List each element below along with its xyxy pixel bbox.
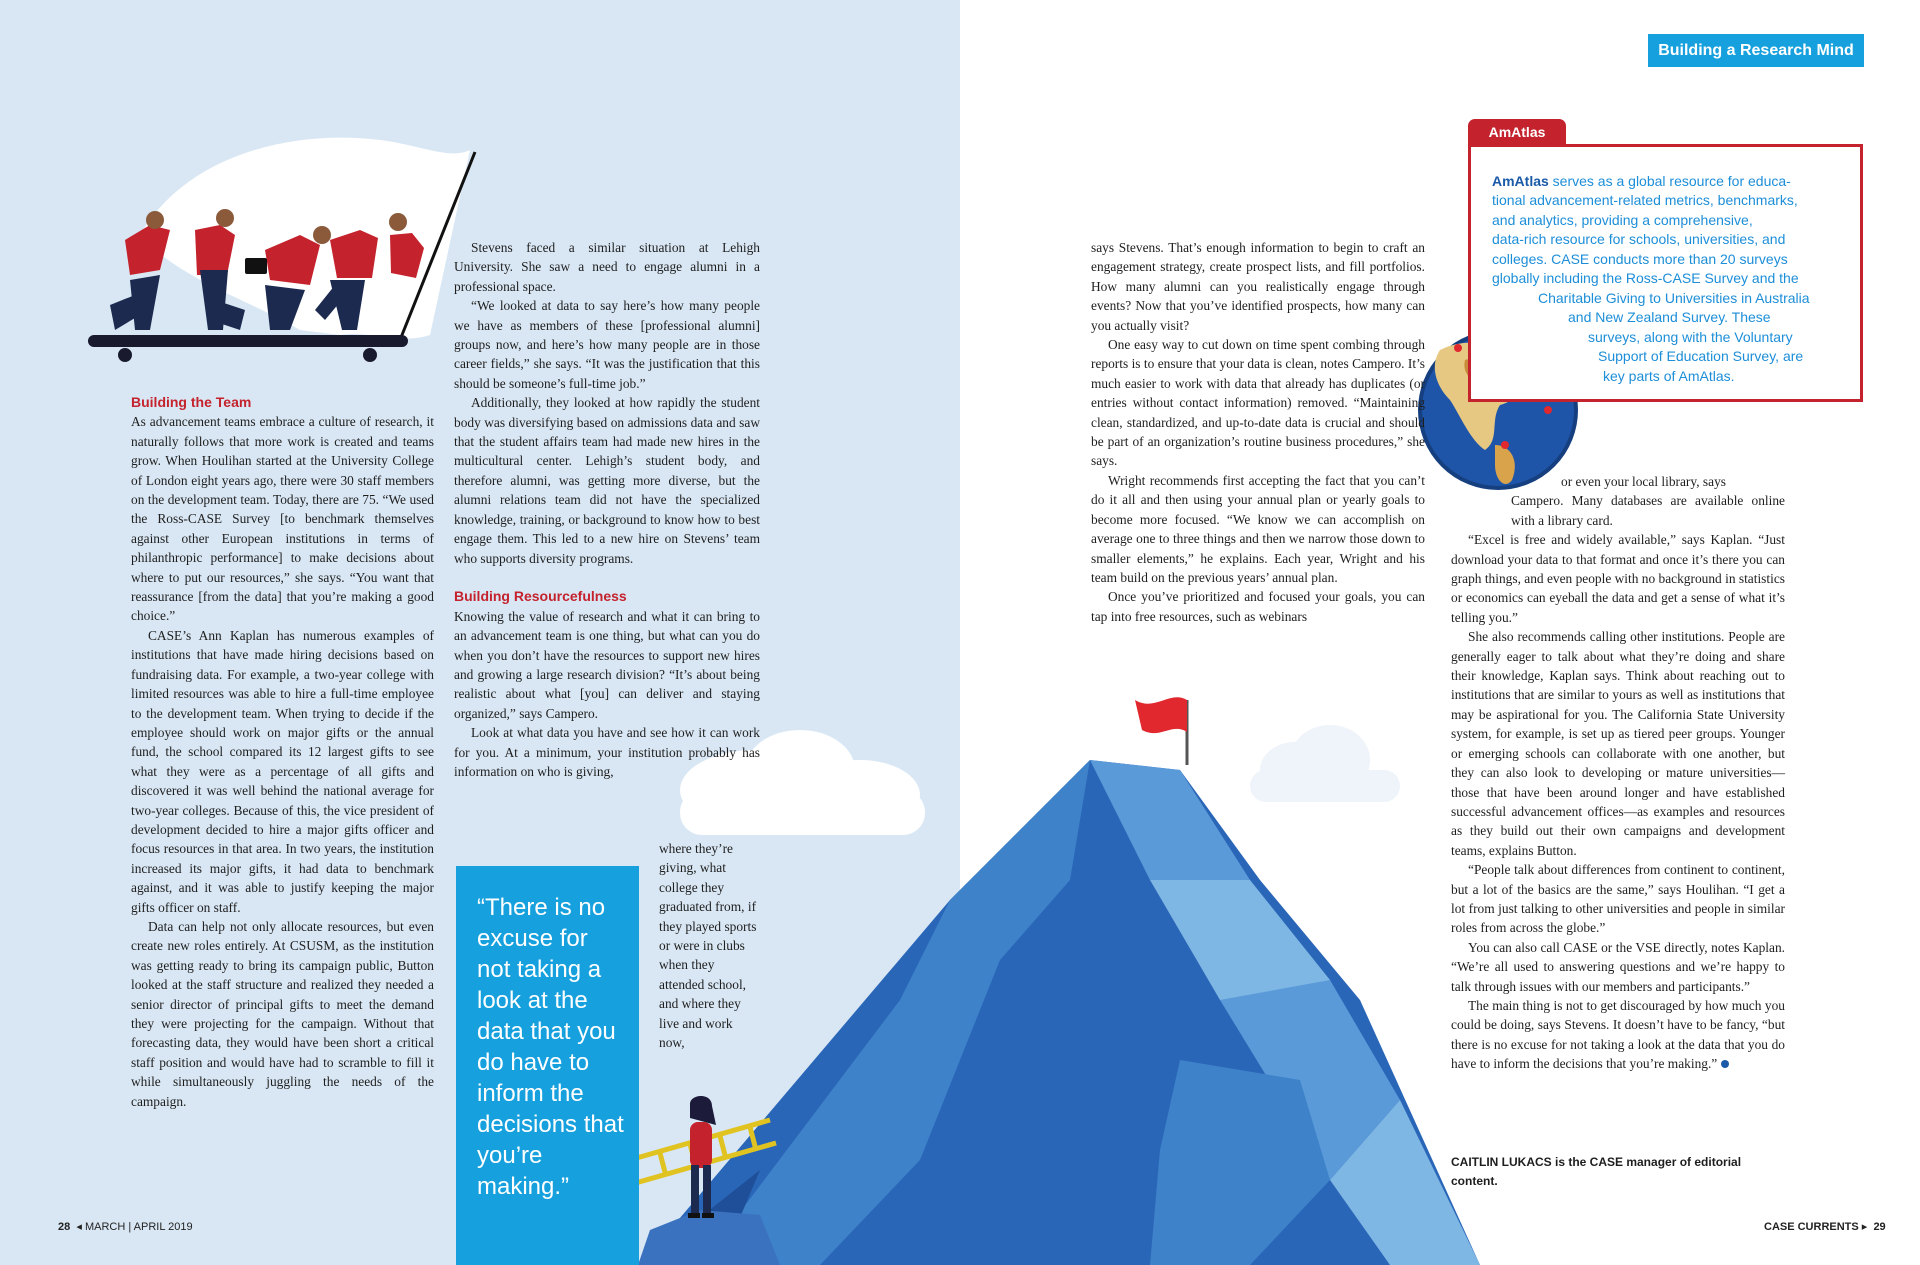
paragraph: You can also call CASE or the VSE directly, notes Kaplan. “We’re all used to answering questions and we’re happy to talk through issues with our members and participants.”: [1451, 939, 1785, 994]
paragraph: [1451, 996, 1785, 1074]
sidebar-line: tional advancement-related metrics, benchmarks,: [1492, 192, 1798, 208]
paragraph: Knowing the value of research and what it can bring to an advancement team is one thing, but what can you do when you don’t have the resources to support new hires and growing a large research division? “It’s about being realistic about what [you] can deliver and staying organized,” says Campero.: [454, 608, 760, 721]
paragraph: CASE’s Ann Kaplan has numerous examples of institutions that have made hiring decisions based on fundraising data. For example, a two-year college with limited resources was able to hire a full-time employee to the development team. When trying to decide if the employee should work on major gifts or the annual fund, the school compared its 12 largest gifts to see what they were as a percentage of all gifts and discovered it was well behind the national average for two-year colleges. Because of this, the vice president of development decided to hire a major gifts officer and focus resources in that area. In two years, the institution increased its major gifts, it had data to benchmark against, and it was able to justify keeping the major gifts officer on staff.: [131, 627, 434, 915]
paragraph: As advancement teams embrace a culture of research, it naturally follows that more work is created and teams grow. When Houlihan started at the University College of London eight years ago, there were 30 staff members on the development team. Today, there are 75. “We used the Ross-CASE Survey [to benchmark themselves against other European institutions in terms of philanthropic performance] to make decisions about where to put our resources,” she says. “You want that reassurance [from the data] that you’re making a good choice.”: [131, 414, 434, 624]
heading-building-the-team: Building the Team: [131, 394, 252, 410]
team-on-skateboard-illustration: [88, 138, 475, 362]
heading-building-resourcefulness: Building Resourcefulness: [454, 588, 627, 605]
mountain: [640, 760, 1480, 1265]
flag-icon: [1135, 697, 1187, 765]
sidebar-line: and New Zealand Survey. These: [1568, 309, 1771, 325]
paragraph-text: The main thing is not to get discouraged by how much you could be doing, says Stevens. It doesn’t have to be fancy, “but there is no excuse for not taking a look at the data that you do have to inform the decisions that you’re making.”: [1451, 997, 1785, 1072]
sidebar-line: and analytics, providing a comprehensive,: [1492, 212, 1753, 228]
column-4: [1451, 472, 1785, 1074]
sidebar-line: Support of Education Survey, are: [1598, 348, 1804, 364]
sidebar-line: globally including the Ross-CASE Survey and the: [1492, 270, 1799, 286]
column-2: [454, 238, 760, 781]
pull-quote-text: “There is no excuse for not taking a look at the data that you do have to inform the decisions that you’re making.”: [477, 894, 624, 1200]
paragraph: Stevens faced a similar situation at Lehigh University. She saw a need to engage alumni in a professional space.: [454, 240, 760, 294]
paragraph: Additionally, they looked at how rapidly the student body was diversifying based on admissions data and saw that the student affairs team had made new hires in the multicultural center. Lehigh’s student body, and therefore alumni, was getting more diverse, but the alumni relations team did not have the specialized knowledge, training, or background to know how to best engage them. This led to a new hire on Stevens’ team who supports diversity programs.: [454, 395, 760, 566]
paragraph: “We looked at data to say here’s how many people we have as members of these [professional alumni] groups now, and here’s how many people are in those career fields,” she says. “It was the justification that this should be someone’s full-time job.”: [454, 298, 760, 391]
paragraph: where they’re giving, what college they graduated from, if they played sports or were in clubs when they attended school, and where they live and work now,: [659, 841, 757, 1051]
folio-left: 28 ◂ MARCH | APRIL 2019: [58, 1221, 193, 1233]
sidebar-tab: AmAtlas: [1468, 119, 1566, 145]
pull-quote: [456, 866, 639, 1265]
cloud-right: [1250, 725, 1400, 802]
sidebar-line: data-rich resource for schools, universities, and: [1492, 231, 1786, 247]
column-2-continuation: [659, 839, 759, 1052]
sidebar-line: surveys, along with the Voluntary: [1588, 329, 1793, 345]
paragraph: Look at what data you have and see how it can work for you. At a minimum, your institution probably has information on who is giving,: [454, 725, 760, 779]
author-byline: CAITLIN LUKACS is the CASE manager of editorial content.: [1451, 1155, 1742, 1188]
paragraph: She also recommends calling other institutions. People are generally eager to talk about what they’re doing and share their knowledge, Kaplan says. Think about reaching out to institutions that are similar to yours as well as institutions that may be aspirational for you. The California State University system, for example, is set up as tiered peer groups. Younger or emerging schools can collaborate with one another, but they can also look to developing or mature universities—those that have been around longer and have established successful advancement offices—as examples and resources as they build out their own campaigns and development teams, explains Button.: [1451, 629, 1785, 858]
paragraph: Data can help not only allocate resources, but even create new roles entirely. At CSUSM, as the institution was getting ready to bring its campaign public, Button looked at the staff structure and realized they needed a senior director of principal gifts to meet the demand they were projecting for the campaign. Without that forecasting data, they would have been short a critical staff position and would have had to scramble to fill it while simultaneously juggling the needs of the campaign.: [131, 918, 434, 1109]
folio-right: CASE CURRENTS ▸ 29: [1764, 1221, 1886, 1233]
sidebar-line: AmAtlas serves as a global resource for educa-: [1492, 173, 1791, 189]
end-mark-icon: [1721, 1060, 1729, 1068]
paragraph: or even your local library, says: [1561, 474, 1726, 489]
sidebar-line: Charitable Giving to Universities in Australia: [1538, 290, 1810, 306]
sidebar-lead: AmAtlas: [1492, 173, 1549, 189]
column-1: [131, 393, 434, 1111]
paragraph: Once you’ve prioritized and focused your goals, you can tap into free resources, such as webinars: [1091, 589, 1425, 624]
paragraph: One easy way to cut down on time spent combing through reports is to ensure that your data is clean, notes Campero. It’s much easier to work with data that already has duplicates (or entries without contact information) removed. “Maintaining clean, standardized, and up-to-date data is crucial and should be part of an organization’s routine business procedures,” she says.: [1091, 337, 1425, 469]
column-3: [1091, 238, 1425, 626]
paragraph: Wright recommends first accepting the fact that you can’t do it all and then using your annual plan or yearly goals to become more focused. “We know we can accomplish on average one to three things and then we narrow those down to smaller elements,” he explains. Each year, Wright and his team build on the previous years’ annual plan.: [1091, 472, 1425, 585]
section-title-tab: Building a Research Mind: [1648, 34, 1864, 67]
paragraph: “People talk about differences from continent to continent, but a lot of the basics are the same,” says Houlihan. “I get a lot from just talking to other universities and people in similar roles from across the globe.”: [1451, 862, 1785, 936]
paragraph: “Excel is free and widely available,” says Kaplan. “Just download your data to that format and once it’s there you can graph things, and even people with no background in statistics or economics can eyeball the data and get a sense of what it’s telling you.”: [1451, 532, 1785, 625]
sidebar-line: key parts of AmAtlas.: [1603, 368, 1735, 384]
sidebar-line: colleges. CASE conducts more than 20 surveys: [1492, 251, 1788, 267]
paragraph: Campero. Many databases are available online with a library card.: [1511, 493, 1785, 528]
paragraph: says Stevens. That’s enough information to begin to craft an engagement strategy, create prospect lists, and fill portfolios. How many alumni can you realistically engage through events? Now that you’ve identified prospects, how many can you actually visit?: [1091, 240, 1425, 333]
